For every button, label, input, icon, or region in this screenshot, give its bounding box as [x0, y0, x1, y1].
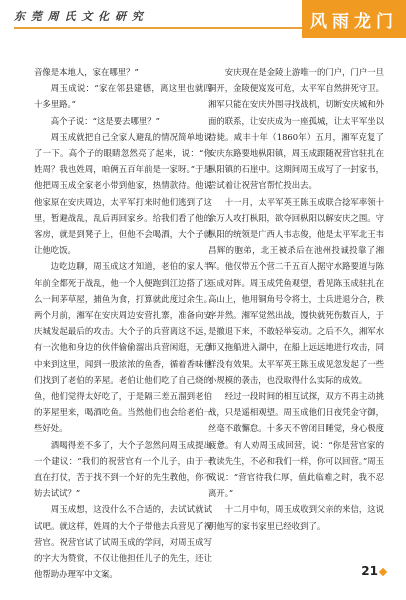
right-column — [208, 64, 384, 534]
paragraph: 经过一段时间的相互试探，双方不再主动挑战，只是遥相观望。周玉成他们日夜凭金守御，丝毫不敢懈怠。十多天不曾闭目睡觉，身心极度疲惫。有人劝周玉成回营，说：“你是营官家的教读先生，不必和我们一样，你可以回营。”周玉成说：“营官待我仁厚，值此临难之时，我不忍离开。” — [208, 391, 384, 499]
paragraph: 音像是本地人，家在哪里？” — [34, 67, 139, 77]
left-column — [34, 64, 212, 583]
paragraph: 十一月，太平军英王陈玉成联合捻军率领十余万人攻打枞阳，欲夺回枞阳以解安庆之围。守枞阳的统领是广西人韦志俊，他是太平军北王韦昌辉的胞弟，北王被杀后在池州投诚投靠了湘军。他仅带五个营二千五百人据守水路要道与陈玉成对阵。周玉成凭鱼观望，看见陈玉成驻扎在高山上，他用铜角号令将士，士兵进退分合，秩序并然。湘军觉然出战，馒快就死伤数百人，于是撤退下来，不敢轻举妄动。之后不久，湘军水师又拖船进入湖中，在船上远远地进行攻击，同样没有效果。太平军英王陈玉成见忽发起了一些小规模的袭击，也没取得什么实际的成效。 — [208, 196, 384, 385]
paragraph: 周玉成想，这没什么不合适的，去试试就试试吧。就这样，姓周的大个子带他去兵营见了祝营官。祝营官试了试周玉成的学问，对周玉成写的字大为赞赏，不仅让他担任儿子的先生，还让他帮助办理军中文案。 — [34, 504, 212, 580]
paragraph: 酒喝得差不多了，大个子忽然问周玉成提出一个建议：“我们的祝营官有一个儿子，由于一直在打仗，苦于找不到一个好的先生教他，你不妨去试试？” — [34, 439, 212, 499]
paragraph: 周玉成就把自己全家人避乱的情况简单地说了一下。高个子的眼睛忽然亮了起来，说：“你姓周？我也姓周，咱俩五百年前是一家呀。”于是他把周玉成全家老小带到他家，热情款待。他说他家原在安庆周边，太平军打来时他们逃到了这里，暂避战乱，乱后再回家乡。给我们看了他的客房，就是到凳子上，但他不会喝酒，大个子就让他吃饭。 — [34, 131, 212, 256]
paragraph: 十二月中旬，周玉成收到父亲的来信，这说明他写的家书家里已经收到了。 — [208, 504, 384, 531]
paragraph: 安庆现在是金陵上游唯一的门户，门户一旦洞开，金陵便岌岌可危，太平军自然拼死守卫。湘军只能在安庆外围寻找战机，切断安庆城和外面的联系，让安庆成为一座孤城，让太平军坐以待毙。咸丰十年（1860年）五月，湘军克复了安庆东路要地枞阳镇，周玉成跟随祝营官驻扎在枞阳镇的石崖中。这期间周玉成写了一封家书，尝试着让祝营官帮忙投出去。 — [208, 67, 384, 191]
paragraph: 周玉成说：“家在邻县建德，离这里也就四十多里路。” — [34, 83, 212, 110]
page-number: 21 — [361, 564, 386, 578]
header-rule — [14, 27, 314, 29]
paragraph: 高个子说：“这是要去哪里？” — [50, 115, 160, 126]
journal-title: 东 莞 周 氏 文 化 研 究 — [14, 10, 144, 23]
paragraph: 边吃边聊，周玉成这才知道，老伯的家人半年前全都死于战乱，他一个人便跑到江边搭了这么一间茅草屋，捕鱼为食，打算就此度过余生。两个月前，湘军在安庆周边安营扎寨，准备向安庆城发起最后的攻击。大个子的兵营离这不远，有一次他和身边的伙伴偷偷溜出兵营闲逛，无意中来到这里，闻到一股浓浓的鱼香，循着香味他们找到了老伯的茅屋。老伯让他们吃了自己烧的鱼，他们觉得太好吃了，于是隔三差五溜到老伯的茅屋里来，喝酒吃鱼。当然他们也会给老伯一些好处。 — [34, 261, 212, 434]
section-banner: 风雨龙门 — [302, 0, 406, 38]
